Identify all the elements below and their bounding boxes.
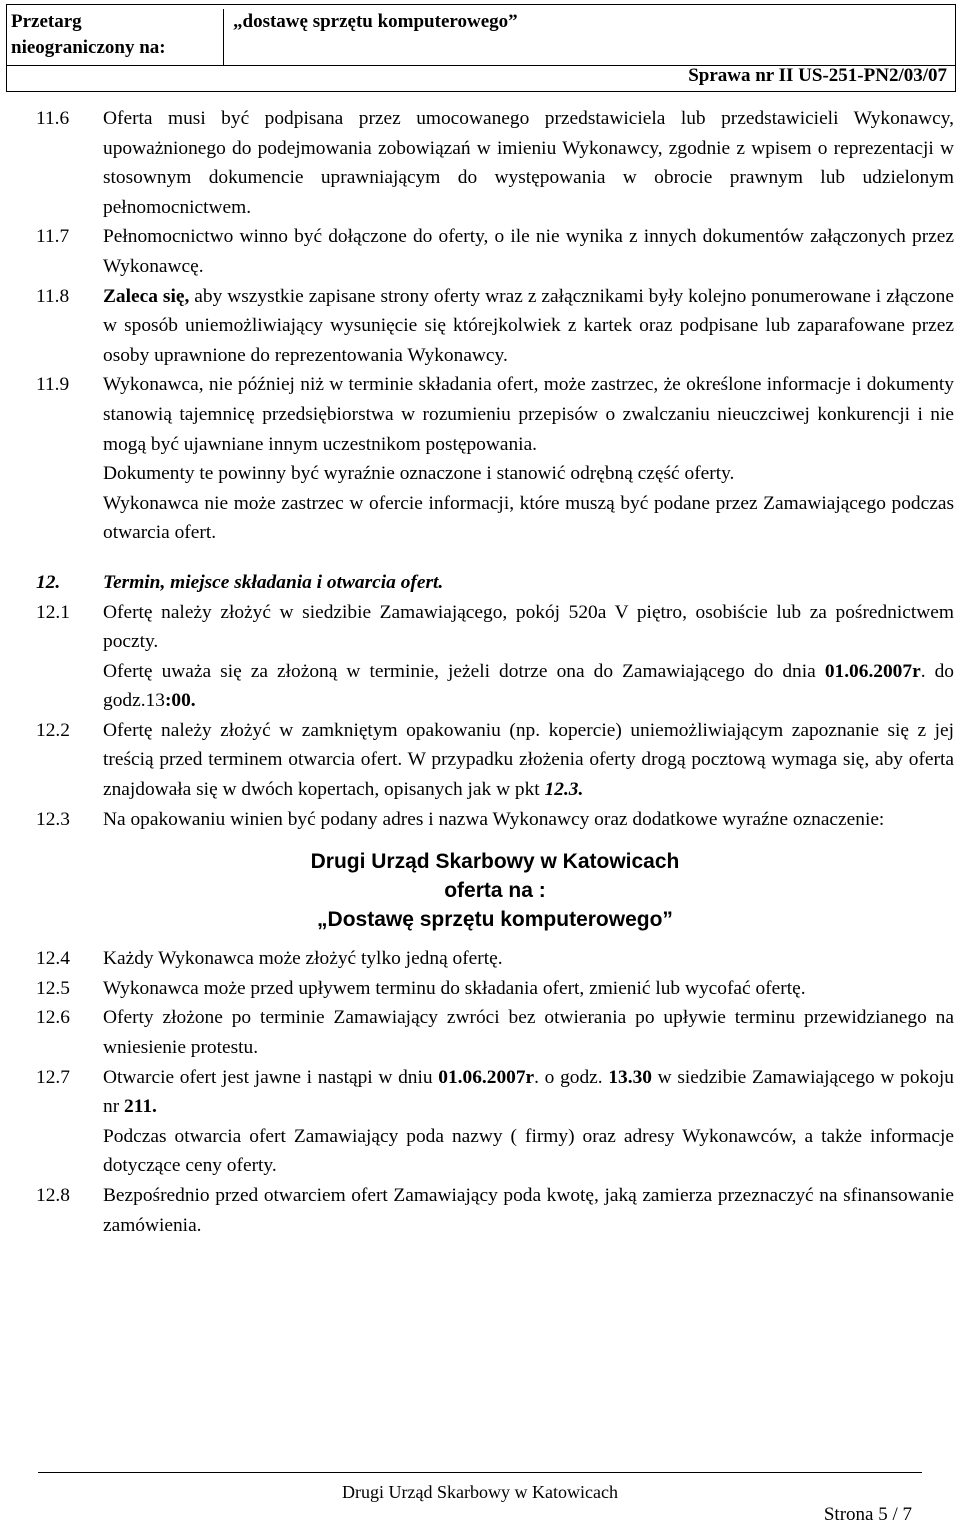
text-run: . do godz.13 — [103, 660, 954, 712]
item-12-4 — [36, 944, 954, 974]
item-number: 12.6 — [36, 1007, 70, 1029]
item-text: Na opakowaniu winien być podany adres i nazwa Wykonawcy oraz dodatkowe wyraźne oznaczenie: — [103, 808, 885, 830]
item-text: Pełnomocnictwo winno być dołączone do oferty, o ile nie wynika z innych dokumentów załączonych przez Wykonawcę. — [103, 226, 954, 277]
footer-divider — [38, 1472, 922, 1473]
item-text — [103, 282, 954, 371]
header-case-number: Sprawa nr II US-251-PN2/03/07 — [688, 65, 947, 86]
header-left-line1: Przetarg — [11, 11, 82, 32]
item-12-5 — [36, 974, 954, 1004]
item-12-7-paragraph-2: Podczas otwarcia ofert Zamawiający poda nazwy ( firmy) oraz adresy Wykonawców, a także informacje dotyczące ceny oferty. — [103, 1125, 954, 1177]
spacer — [36, 548, 954, 568]
item-12-1 — [36, 598, 954, 657]
item-text: Wykonawca, nie później niż w terminie składania ofert, może zastrzec, że określone informacje i dokumenty stanowią tajemnicę przedsiębiorstwa w rozumieniu przepisów o zwalczaniu nieuczciwej konkurencji i nie mogą być ujawniane innym uczestnikom postępowania. — [103, 374, 954, 455]
section-12-heading — [36, 568, 954, 598]
item-number: 12.3 — [36, 808, 70, 830]
envelope-line-1: Drugi Urząd Skarbowy w Katowicach — [310, 850, 680, 874]
envelope-marking — [36, 847, 954, 934]
document-body — [36, 104, 954, 1240]
item-number: 11.6 — [36, 108, 70, 129]
envelope-line-2: oferta na : — [444, 879, 546, 903]
opening-date: 01.06.2007r — [438, 1066, 535, 1088]
text-run: w siedzibie Zamawiającego w pokoju nr — [103, 1066, 954, 1118]
item-text: Oferta musi być podpisana przez umocowanego przedstawiciela lub przedstawicieli Wykonawcy, upoważnionego do podejmowania zobowiązań w imieniu Wykonawcy, zgodnie z wpisem o reprezentacji w stosownym dokumencie uprawniającym do występowania w obrocie prawnym lub udzielonym pełnomocnictwem. — [103, 108, 954, 218]
item-11-9-paragraph-3: Wykonawca nie może zastrzec w ofercie informacji, które muszą być podane przez Zamawiającego podczas otwarcia ofert. — [103, 492, 954, 544]
item-number: 12.4 — [36, 948, 70, 970]
page-number: Strona 5 / 7 — [823, 1504, 912, 1525]
item-text: Każdy Wykonawca może złożyć tylko jedną ofertę. — [103, 948, 503, 970]
item-11-7 — [36, 222, 954, 281]
item-12-3 — [36, 805, 954, 835]
item-number: 11.7 — [36, 226, 70, 248]
item-12-6 — [36, 1003, 954, 1062]
item-text: Oferty złożone po terminie Zamawiający zwróci bez otwierania po upływie terminu przewidzianego na wniesienie protestu. — [103, 1007, 954, 1059]
item-11-6 — [36, 104, 954, 222]
item-text — [103, 1063, 954, 1122]
item-number: 11.9 — [36, 374, 70, 396]
item-11-8 — [36, 282, 954, 371]
item-text — [103, 716, 954, 805]
item-text: Bezpośrednio przed otwarciem ofert Zamawiający poda kwotę, jaką zamierza przeznaczyć na sfinansowanie zamówienia. — [103, 1185, 954, 1236]
header-left-line2: nieograniczony na: — [11, 37, 166, 58]
item-12-1-paragraph-2 — [103, 657, 954, 716]
header-left-cell — [11, 9, 224, 65]
footer-organization: Drugi Urząd Skarbowy w Katowicach — [342, 1482, 618, 1502]
item-number: 12.7 — [36, 1066, 70, 1088]
opening-time: 13.30 — [608, 1066, 652, 1088]
header-title: „dostawę sprzętu komputerowego” — [233, 11, 518, 32]
item-number: 12.8 — [36, 1185, 70, 1206]
item-number: 12.1 — [36, 601, 70, 623]
item-text: Ofertę należy złożyć w siedzibie Zamawiającego, pokój 520a V piętro, osobiście lub za pośrednictwem poczty. — [103, 601, 954, 653]
item-12-2 — [36, 716, 954, 805]
opening-room: 211. — [124, 1096, 157, 1118]
deadline-date: 01.06.2007r — [824, 660, 921, 682]
item-number: 12.2 — [36, 719, 70, 741]
item-reference: 12.3. — [544, 779, 584, 801]
section-number: 12. — [36, 571, 61, 593]
section-title: Termin, miejsce składania i otwarcia ofert. — [103, 571, 444, 593]
text-run: . o godz. — [534, 1066, 609, 1088]
item-11-9-paragraph-2: Dokumenty te powinny być wyraźnie oznaczone i stanowić odrębną część oferty. — [103, 463, 735, 485]
item-number: 12.5 — [36, 977, 70, 999]
item-12-8 — [36, 1181, 954, 1240]
text-run: Ofertę należy złożyć w zamkniętym opakowaniu (np. kopercie) uniemożliwiającym zapoznanie się z jej treścią przed terminem otwarcia ofert. W przypadku złożenia oferty drogą pocztową wymaga się, aby oferta znajdowała się w dwóch kopertach, opisanych jak w pkt — [103, 719, 954, 801]
item-text: Wykonawca może przed upływem terminu do składania ofert, zmienić lub wycofać ofertę. — [103, 977, 806, 999]
text-run: Otwarcie ofert jest jawne i nastąpi w dniu — [103, 1066, 439, 1088]
item-number: 11.8 — [36, 285, 70, 307]
deadline-time: :00. — [164, 690, 196, 712]
item-bold-lead: Zaleca się, — [103, 285, 190, 307]
item-11-9 — [36, 370, 954, 459]
text-run: Ofertę uważa się za złożoną w terminie, jeżeli dotrze ona do Zamawiającego do dnia — [103, 660, 825, 682]
item-12-7 — [36, 1063, 954, 1122]
item-text-rest: aby wszystkie zapisane strony oferty wraz z załącznikami były kolejno ponumerowane i złączone w sposób uniemożliwiający wysunięcie się którejkolwiek z kartek oraz podpisane lub zaparafowane przez osoby uprawnione do reprezentowania Wykonawcy. — [103, 285, 954, 366]
envelope-line-3: „Dostawę sprzętu komputerowego” — [317, 908, 673, 932]
document-header — [6, 4, 956, 92]
